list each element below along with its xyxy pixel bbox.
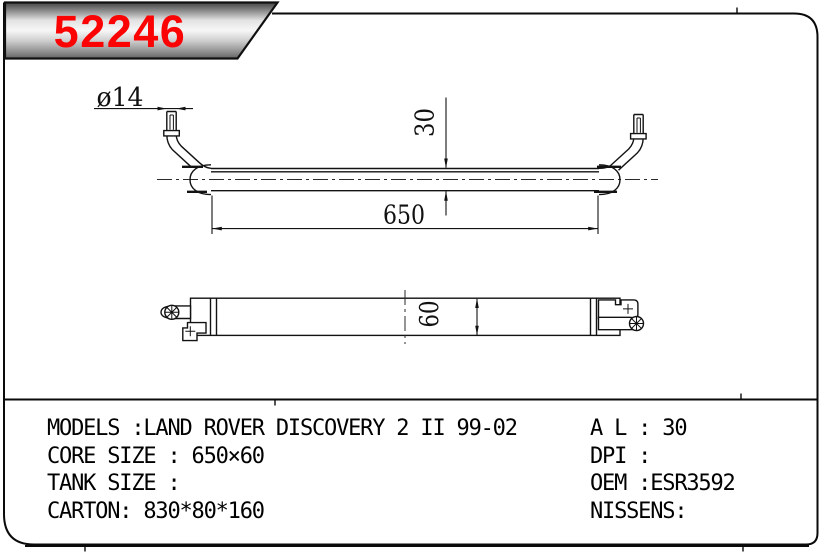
header-plates — [211, 294, 597, 335]
dim-arrow — [212, 227, 222, 231]
left-pipe-collar — [164, 131, 180, 136]
dim-arrow — [588, 227, 598, 231]
dim-arrow — [444, 191, 448, 201]
part-number-label: 52246 — [53, 6, 187, 57]
dim-pipe-diameter-label: ø14 — [96, 83, 144, 113]
dim-arrow — [158, 107, 167, 111]
dim-core-width-label: 60 — [415, 294, 445, 328]
part-number-banner — [5, 3, 278, 59]
spec-tank-size: TANK SIZE : — [47, 471, 180, 497]
spec-dpi: DPI : — [590, 443, 651, 469]
dim-arrow — [444, 159, 448, 169]
dim-arrow — [475, 326, 479, 336]
right-pipe-bore — [637, 118, 640, 133]
front-view — [157, 112, 658, 195]
spec-column-left — [47, 415, 590, 545]
spec-carton: CARTON: 830*80*160 — [47, 498, 264, 524]
dim-arrow — [475, 298, 479, 308]
left-port-spokes — [165, 305, 179, 319]
spec-table — [0, 399, 824, 545]
right-pipe-collar — [631, 134, 647, 139]
dim-core-height-label: 30 — [410, 103, 441, 137]
spec-models: MODELS :LAND ROVER DISCOVERY 2 II 99-02 — [47, 416, 517, 441]
spec-al: A L : 30 — [590, 416, 687, 441]
left-pipe-bore — [170, 115, 173, 130]
spec-oem: OEM :ESR3592 — [590, 471, 735, 497]
spec-core-size: CORE SIZE : 650×60 — [47, 443, 264, 469]
spec-nissens: NISSENS: — [590, 498, 687, 524]
top-view — [161, 290, 644, 344]
right-port-spokes — [630, 317, 644, 331]
dim-arrow — [176, 107, 185, 111]
spec-column-right — [590, 415, 824, 545]
dim-core-length-label: 650 — [383, 200, 425, 231]
